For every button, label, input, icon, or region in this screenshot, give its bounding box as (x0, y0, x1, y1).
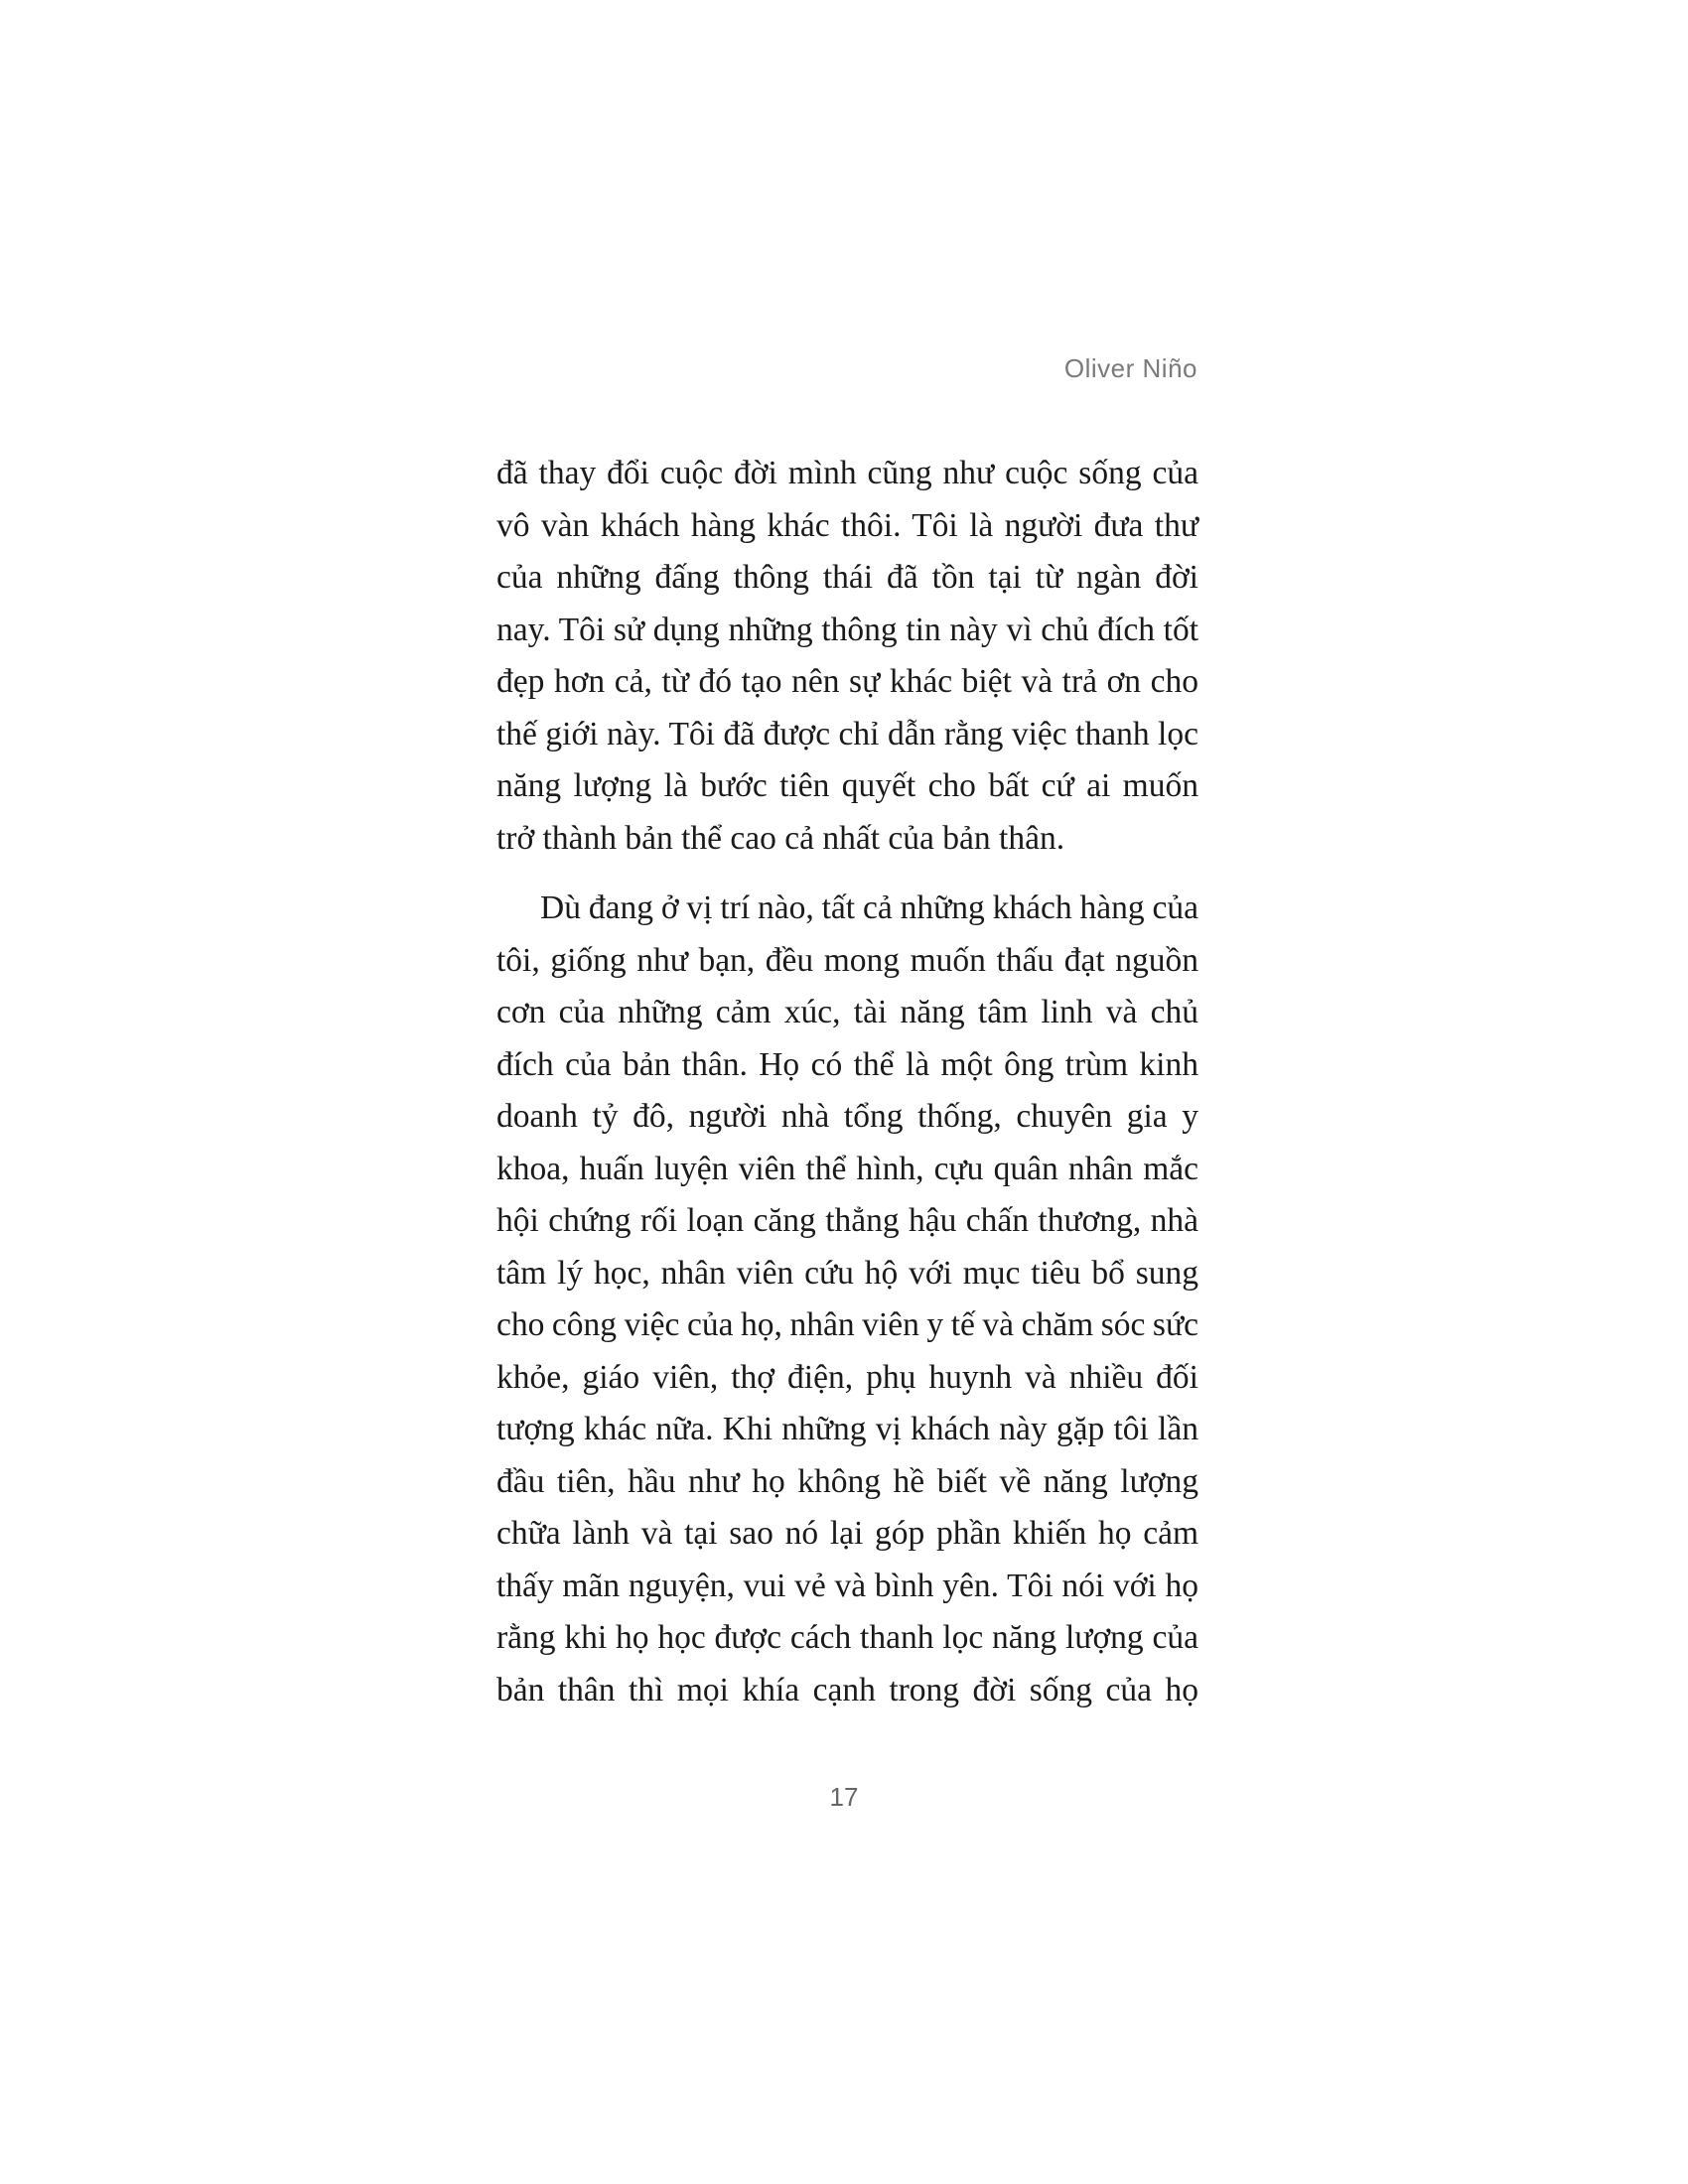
running-header-author: Oliver Niño (1063, 353, 1197, 383)
text-line: năng lượng là bước tiên quyết cho bất cứ ai muốn (496, 767, 1198, 804)
text-line: nay. Tôi sử dụng những thông tin này vì chủ đích tốt (496, 611, 1198, 648)
text-line: khoa, huấn luyện viên thể hình, cựu quân nhân mắc (496, 1150, 1198, 1187)
text-line: tôi, giống như bạn, đều mong muốn thấu đạt nguồn (496, 941, 1198, 979)
text-line: tượng khác nữa. Khi những vị khách này gặp tôi lần (496, 1411, 1198, 1447)
text-line: đẹp hơn cả, từ đó tạo nên sự khác biệt và trả ơn cho (496, 663, 1198, 700)
text-line: vô vàn khách hàng khác thôi. Tôi là người đưa thư (496, 506, 1198, 544)
paragraph-1 (496, 448, 1198, 865)
text-line: đích của bản thân. Họ có thể là một ông trùm kinh (496, 1045, 1198, 1083)
paragraph-2 (496, 883, 1198, 1716)
text-line: đã thay đổi cuộc đời mình cũng như cuộc sống của (496, 455, 1198, 491)
text-line: bản thân thì mọi khía cạnh trong đời sống của họ (496, 1671, 1198, 1708)
text-line: thấy mãn nguyện, vui vẻ và bình yên. Tôi nói với họ (496, 1567, 1198, 1604)
text-line: hội chứng rối loạn căng thẳng hậu chấn thương, nhà (496, 1202, 1198, 1239)
body-text (496, 448, 1198, 1716)
text-line: tâm lý học, nhân viên cứu hộ với mục tiêu bổ sung (496, 1254, 1198, 1292)
text-line: của những đấng thông thái đã tồn tại từ ngàn đời (496, 559, 1198, 596)
page-number: 17 (829, 1782, 859, 1812)
text-line: khỏe, giáo viên, thợ điện, phụ huynh và nhiều đối (496, 1358, 1198, 1396)
text-line: rằng khi họ học được cách thanh lọc năng lượng của (496, 1619, 1198, 1656)
text-line: cho công việc của họ, nhân viên y tế và chăm sóc sức (496, 1306, 1198, 1343)
text-line: cơn của những cảm xúc, tài năng tâm linh và chủ (496, 994, 1198, 1030)
text-line: đầu tiên, hầu như họ không hề biết về năng lượng (496, 1462, 1198, 1500)
text-line: Dù đang ở vị trí nào, tất cả những khách hàng của (540, 889, 1198, 926)
text-line: trở thành bản thể cao cả nhất của bản thân. (496, 819, 1065, 857)
text-line: chữa lành và tại sao nó lại góp phần khiến họ cảm (496, 1515, 1198, 1552)
text-line: doanh tỷ đô, người nhà tổng thống, chuyên gia y (496, 1098, 1198, 1135)
text-line: thế giới này. Tôi đã được chỉ dẫn rằng việc thanh lọc (496, 715, 1198, 752)
